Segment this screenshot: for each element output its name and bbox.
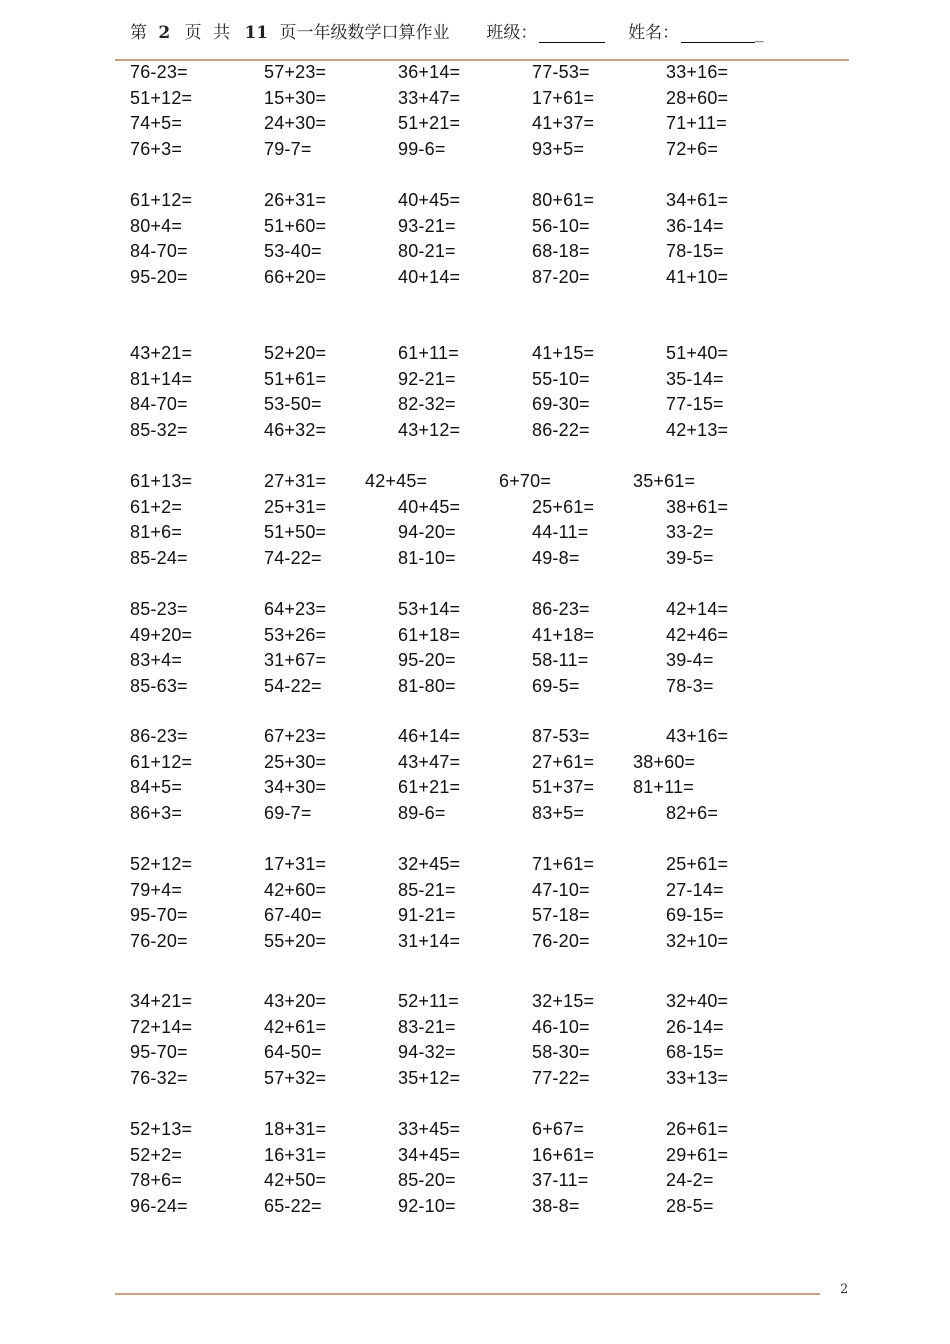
arithmetic-problem: 76-20= (532, 930, 590, 951)
arithmetic-problem: 33+16= (666, 62, 729, 82)
header-title: 页一年级数学口算作业 (279, 23, 450, 43)
arithmetic-problem: 36-14= (666, 215, 724, 236)
arithmetic-problem: 95-70= (130, 1042, 188, 1063)
arithmetic-problem: 25+31= (264, 496, 327, 517)
arithmetic-problem: 85-20= (398, 1170, 456, 1191)
arithmetic-problem: 74-22= (264, 547, 322, 568)
arithmetic-problem: 25+61= (532, 496, 595, 517)
arithmetic-problem: 38+61= (666, 496, 729, 517)
arithmetic-problem: 96-24= (130, 1195, 188, 1216)
arithmetic-problem: 52+2= (130, 1144, 183, 1165)
arithmetic-problem: 41+37= (532, 113, 595, 134)
arithmetic-problem: 24+30= (264, 113, 327, 134)
arithmetic-problem: 51+12= (130, 87, 193, 108)
arithmetic-problem: 32+15= (532, 991, 595, 1011)
arithmetic-problem: 86-23= (532, 599, 590, 619)
header-ye: 页 (184, 23, 202, 43)
arithmetic-problem: 99-6= (398, 138, 446, 159)
arithmetic-problem: 26-14= (666, 1016, 724, 1037)
arithmetic-problem: 25+61= (666, 854, 729, 874)
arithmetic-problem: 32+40= (666, 991, 729, 1011)
arithmetic-problem: 67-40= (264, 905, 322, 926)
arithmetic-problem: 47-10= (532, 879, 590, 900)
arithmetic-problem: 56-10= (532, 215, 590, 236)
arithmetic-problem: 78-3= (666, 675, 714, 696)
arithmetic-problem: 51+61= (264, 368, 327, 389)
arithmetic-problem: 28+60= (666, 87, 729, 108)
arithmetic-problem: 85-63= (130, 675, 188, 696)
arithmetic-problem: 79+4= (130, 879, 183, 900)
arithmetic-problem: 61+18= (398, 624, 461, 645)
arithmetic-problem: 69-5= (532, 675, 580, 696)
arithmetic-problem: 65-22= (264, 1195, 322, 1216)
arithmetic-problem: 51+50= (264, 522, 327, 543)
arithmetic-problem: 27+31= (264, 471, 327, 491)
arithmetic-problem: 55-10= (532, 368, 590, 389)
arithmetic-problem: 95-20= (130, 266, 188, 287)
arithmetic-problem: 31+67= (264, 650, 327, 671)
arithmetic-problem: 34+30= (264, 777, 327, 798)
arithmetic-problem: 46+32= (264, 419, 327, 440)
arithmetic-problem: 77-15= (666, 394, 724, 415)
arithmetic-problem: 17+61= (532, 87, 595, 108)
arithmetic-problem: 44-11= (532, 522, 589, 543)
arithmetic-problem: 18+31= (264, 1119, 327, 1139)
arithmetic-problem: 35+12= (398, 1067, 461, 1088)
arithmetic-problem: 61+13= (130, 471, 193, 491)
arithmetic-problem: 93+5= (532, 138, 585, 159)
arithmetic-problem: 16+61= (532, 1144, 595, 1165)
arithmetic-problem: 28-5= (666, 1195, 714, 1216)
arithmetic-problem: 72+14= (130, 1016, 193, 1037)
footer-page-number: 2 (840, 1282, 849, 1297)
arithmetic-problem: 24-2= (666, 1170, 714, 1191)
arithmetic-problem: 57+23= (264, 62, 327, 82)
arithmetic-problem: 80+4= (130, 215, 183, 236)
arithmetic-problem: 52+11= (398, 991, 459, 1011)
arithmetic-problem: 57+32= (264, 1067, 327, 1088)
arithmetic-problem: 91-21= (398, 905, 456, 926)
arithmetic-problem: 58-11= (532, 650, 589, 671)
arithmetic-problem: 84-70= (130, 394, 188, 415)
arithmetic-problem: 61+2= (130, 496, 183, 517)
header-page-number: 2 (158, 23, 171, 43)
footer-rule (115, 1293, 820, 1295)
arithmetic-problem: 80+61= (532, 190, 595, 210)
arithmetic-problem: 49+20= (130, 624, 193, 645)
arithmetic-problem: 41+18= (532, 624, 595, 645)
arithmetic-problem: 51+37= (532, 777, 595, 798)
arithmetic-problem: 71+61= (532, 854, 595, 874)
arithmetic-problem: 76-20= (130, 930, 188, 951)
arithmetic-problem: 54-22= (264, 675, 322, 696)
arithmetic-problem: 81-80= (398, 675, 456, 696)
name-label: 姓名： (628, 23, 680, 43)
arithmetic-problem: 42+13= (666, 419, 729, 440)
arithmetic-problem: 81+14= (130, 368, 193, 389)
arithmetic-problem: 86+3= (130, 802, 183, 823)
arithmetic-problem: 81+11= (633, 777, 694, 798)
arithmetic-problem: 27+61= (532, 751, 595, 772)
arithmetic-problem: 33-2= (666, 522, 714, 543)
arithmetic-problem: 74+5= (130, 113, 183, 134)
arithmetic-problem: 34+61= (666, 190, 729, 210)
arithmetic-problem: 86-22= (532, 419, 590, 440)
arithmetic-problem: 43+12= (398, 419, 461, 440)
arithmetic-problem: 61+12= (130, 190, 193, 210)
arithmetic-problem: 77-22= (532, 1067, 590, 1088)
class-blank (539, 25, 605, 43)
arithmetic-problem: 32+45= (398, 854, 461, 874)
arithmetic-problem: 26+61= (666, 1119, 729, 1139)
arithmetic-problem: 94-32= (398, 1042, 456, 1063)
arithmetic-problem: 78-15= (666, 241, 724, 262)
arithmetic-problem: 61+11= (398, 343, 459, 363)
arithmetic-problem: 83+5= (532, 802, 585, 823)
arithmetic-problem: 53-40= (264, 241, 322, 262)
arithmetic-problem: 83-21= (398, 1016, 456, 1037)
arithmetic-problem: 95-70= (130, 905, 188, 926)
arithmetic-problem: 72+6= (666, 138, 719, 159)
arithmetic-problem: 52+13= (130, 1119, 193, 1139)
arithmetic-problem: 83+4= (130, 650, 183, 671)
arithmetic-problem: 58-30= (532, 1042, 590, 1063)
arithmetic-problem: 33+45= (398, 1119, 461, 1139)
arithmetic-problem: 33+13= (666, 1067, 729, 1088)
arithmetic-problem: 51+40= (666, 343, 729, 363)
header-di: 第 (130, 23, 147, 43)
arithmetic-problem: 42+60= (264, 879, 327, 900)
header-gong: 共 (213, 23, 231, 43)
class-label: 班级： (486, 23, 538, 43)
arithmetic-problem: 93-21= (398, 215, 456, 236)
arithmetic-problem: 85-24= (130, 547, 188, 568)
arithmetic-problem: 69-7= (264, 802, 312, 823)
arithmetic-problem: 87-20= (532, 266, 590, 287)
arithmetic-problem: 66+20= (264, 266, 327, 287)
arithmetic-problem: 33+47= (398, 87, 461, 108)
arithmetic-problem: 27-14= (666, 879, 724, 900)
arithmetic-problem: 51+21= (398, 113, 461, 134)
arithmetic-problem: 40+45= (398, 190, 461, 210)
arithmetic-problem: 85-23= (130, 599, 188, 619)
arithmetic-problem: 87-53= (532, 726, 590, 746)
arithmetic-problem: 81+6= (130, 522, 183, 543)
arithmetic-problem: 52+12= (130, 854, 193, 874)
arithmetic-problem: 64+23= (264, 599, 327, 619)
arithmetic-problem: 43+47= (398, 751, 461, 772)
arithmetic-problem: 82-32= (398, 394, 456, 415)
arithmetic-problem: 80-21= (398, 241, 456, 262)
arithmetic-problem: 61+12= (130, 751, 193, 772)
header-total-pages: 11 (244, 23, 269, 43)
arithmetic-problem: 17+31= (264, 854, 327, 874)
arithmetic-problem: 32+10= (666, 930, 729, 951)
arithmetic-problem: 84+5= (130, 777, 183, 798)
arithmetic-problem: 39-5= (666, 547, 714, 568)
arithmetic-problem: 40+14= (398, 266, 461, 287)
arithmetic-problem: 36+14= (398, 62, 461, 82)
arithmetic-problem: 43+20= (264, 991, 327, 1011)
arithmetic-problem: 35-14= (666, 368, 724, 389)
arithmetic-problem: 57-18= (532, 905, 590, 926)
arithmetic-problem: 94-20= (398, 522, 456, 543)
arithmetic-problem: 71+11= (666, 113, 727, 134)
arithmetic-problem: 85-32= (130, 419, 188, 440)
arithmetic-problem: 15+30= (264, 87, 327, 108)
arithmetic-problem: 38-8= (532, 1195, 580, 1216)
arithmetic-problem: 46-10= (532, 1016, 590, 1037)
arithmetic-problem: 82+6= (666, 802, 719, 823)
arithmetic-problem: 92-10= (398, 1195, 456, 1216)
arithmetic-problem: 42+46= (666, 624, 729, 645)
arithmetic-problem: 95-20= (398, 650, 456, 671)
arithmetic-problem: 89-6= (398, 802, 446, 823)
arithmetic-problem: 41+15= (532, 343, 595, 363)
arithmetic-problem: 43+16= (666, 726, 729, 746)
arithmetic-problem: 35+61= (633, 471, 696, 491)
arithmetic-problem: 42+45= (365, 471, 428, 491)
arithmetic-problem: 31+14= (398, 930, 461, 951)
arithmetic-problem: 61+21= (398, 777, 461, 798)
arithmetic-problem: 25+30= (264, 751, 327, 772)
arithmetic-problem: 38+60= (633, 751, 696, 772)
name-blank (681, 25, 755, 43)
arithmetic-problem: 79-7= (264, 138, 312, 159)
header-rule (115, 59, 849, 61)
arithmetic-problem: 86-23= (130, 726, 188, 746)
arithmetic-problem: 64-50= (264, 1042, 322, 1063)
arithmetic-problem: 69-30= (532, 394, 590, 415)
arithmetic-problem: 46+14= (398, 726, 461, 746)
arithmetic-problem: 53-50= (264, 394, 322, 415)
arithmetic-problem: 43+21= (130, 343, 193, 363)
arithmetic-problem: 34+45= (398, 1144, 461, 1165)
arithmetic-problem: 76-32= (130, 1067, 188, 1088)
arithmetic-problem: 26+31= (264, 190, 327, 210)
arithmetic-problem: 42+61= (264, 1016, 327, 1037)
arithmetic-problem: 76-23= (130, 62, 188, 82)
arithmetic-problem: 69-15= (666, 905, 724, 926)
name-tail: _ (755, 23, 764, 43)
arithmetic-problem: 49-8= (532, 547, 580, 568)
arithmetic-problem: 29+61= (666, 1144, 729, 1165)
arithmetic-problem: 39-4= (666, 650, 714, 671)
arithmetic-problem: 68-15= (666, 1042, 724, 1063)
arithmetic-problem: 92-21= (398, 368, 456, 389)
arithmetic-problem: 40+45= (398, 496, 461, 517)
arithmetic-problem: 77-53= (532, 62, 590, 82)
arithmetic-problem: 53+14= (398, 599, 461, 619)
arithmetic-problem: 78+6= (130, 1170, 183, 1191)
arithmetic-problem: 67+23= (264, 726, 327, 746)
arithmetic-problem: 55+20= (264, 930, 327, 951)
arithmetic-problem: 68-18= (532, 241, 590, 262)
arithmetic-problem: 84-70= (130, 241, 188, 262)
arithmetic-problem: 37-11= (532, 1170, 589, 1191)
arithmetic-problem: 81-10= (398, 547, 456, 568)
page-header (130, 18, 764, 43)
arithmetic-problem: 34+21= (130, 991, 193, 1011)
arithmetic-problem: 85-21= (398, 879, 456, 900)
arithmetic-problem: 42+14= (666, 599, 729, 619)
arithmetic-problem: 53+26= (264, 624, 327, 645)
arithmetic-problem: 6+67= (532, 1119, 585, 1139)
arithmetic-problem: 76+3= (130, 138, 183, 159)
arithmetic-problem: 6+70= (499, 471, 552, 491)
arithmetic-problem: 16+31= (264, 1144, 327, 1165)
arithmetic-problem: 51+60= (264, 215, 327, 236)
arithmetic-problem: 42+50= (264, 1170, 327, 1191)
arithmetic-problem: 41+10= (666, 266, 729, 287)
arithmetic-problem: 52+20= (264, 343, 327, 363)
